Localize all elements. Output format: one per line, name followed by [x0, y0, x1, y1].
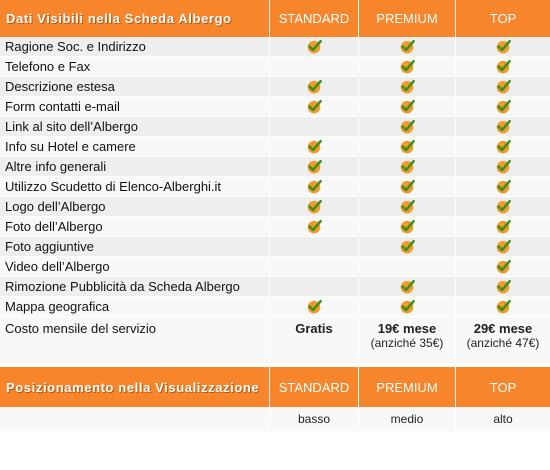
- col-premium: PREMIUM: [358, 0, 455, 37]
- feature-top-cell: [455, 237, 550, 257]
- price-top-note: (anziché 47€): [466, 336, 540, 350]
- check-icon: [495, 238, 511, 255]
- feature-row: [0, 37, 550, 57]
- positioning-table: [0, 367, 550, 431]
- feature-row: [0, 297, 550, 317]
- check-icon: [399, 38, 415, 55]
- feature-row: [0, 137, 550, 157]
- check-icon: [495, 198, 511, 215]
- check-icon: [399, 158, 415, 175]
- pos-value-top: alto: [455, 407, 550, 431]
- check-icon: [306, 218, 322, 235]
- positioning-title: Posizionamento nella Visualizzazione: [0, 367, 269, 407]
- feature-standard-cell: [269, 37, 358, 57]
- check-icon: [495, 178, 511, 195]
- feature-label: Mappa geografica: [0, 297, 269, 317]
- feature-label: Video dell’Albergo: [0, 257, 269, 277]
- check-icon: [399, 198, 415, 215]
- check-icon: [399, 78, 415, 95]
- feature-label: Form contatti e-mail: [0, 97, 269, 117]
- feature-label: Rimozione Pubblicità da Scheda Albergo: [0, 277, 269, 297]
- check-icon: [495, 118, 511, 135]
- feature-premium-cell: [358, 77, 455, 97]
- price-row: [0, 317, 550, 363]
- feature-standard-cell: [269, 277, 358, 297]
- feature-premium-cell: [358, 57, 455, 77]
- check-icon: [399, 138, 415, 155]
- pos-col-standard: STANDARD: [269, 367, 358, 407]
- feature-standard-cell: [269, 97, 358, 117]
- pos-col-top: TOP: [455, 367, 550, 407]
- check-icon: [306, 298, 322, 315]
- feature-label: Ragione Soc. e Indirizzo: [0, 37, 269, 57]
- pos-value-premium: medio: [358, 407, 455, 431]
- feature-row: [0, 157, 550, 177]
- feature-row: [0, 57, 550, 77]
- price-standard-main: Gratis: [295, 321, 333, 336]
- check-icon: [495, 98, 511, 115]
- feature-top-cell: [455, 77, 550, 97]
- check-icon: [495, 78, 511, 95]
- check-icon: [495, 278, 511, 295]
- positioning-header: [0, 367, 550, 407]
- check-icon: [495, 58, 511, 75]
- feature-standard-cell: [269, 177, 358, 197]
- feature-row: [0, 197, 550, 217]
- check-icon: [399, 298, 415, 315]
- feature-premium-cell: [358, 297, 455, 317]
- check-icon: [306, 198, 322, 215]
- feature-top-cell: [455, 117, 550, 137]
- check-icon: [495, 258, 511, 275]
- check-icon: [399, 118, 415, 135]
- feature-top-cell: [455, 157, 550, 177]
- feature-standard-cell: [269, 137, 358, 157]
- feature-standard-cell: [269, 197, 358, 217]
- check-icon: [306, 138, 322, 155]
- feature-row: [0, 237, 550, 257]
- feature-premium-cell: [358, 177, 455, 197]
- feature-row: [0, 257, 550, 277]
- feature-label: Descrizione estesa: [0, 77, 269, 97]
- feature-premium-cell: [358, 257, 455, 277]
- check-icon: [306, 78, 322, 95]
- check-icon: [306, 38, 322, 55]
- check-icon: [495, 158, 511, 175]
- check-icon: [399, 278, 415, 295]
- positioning-label-cell: [0, 407, 269, 431]
- feature-standard-cell: [269, 217, 358, 237]
- feature-premium-cell: [358, 97, 455, 117]
- feature-top-cell: [455, 37, 550, 57]
- feature-standard-cell: [269, 237, 358, 257]
- price-top-main: 29€ mese: [473, 321, 533, 336]
- col-standard: STANDARD: [269, 0, 358, 37]
- feature-label: Foto aggiuntive: [0, 237, 269, 257]
- feature-premium-cell: [358, 217, 455, 237]
- check-icon: [306, 178, 322, 195]
- feature-premium-cell: [358, 117, 455, 137]
- feature-row: [0, 277, 550, 297]
- feature-top-cell: [455, 177, 550, 197]
- feature-label: Utilizzo Scudetto di Elenco-Alberghi.it: [0, 177, 269, 197]
- feature-premium-cell: [358, 157, 455, 177]
- feature-label: Logo dell’Albergo: [0, 197, 269, 217]
- feature-premium-cell: [358, 277, 455, 297]
- feature-premium-cell: [358, 197, 455, 217]
- feature-top-cell: [455, 197, 550, 217]
- feature-top-cell: [455, 257, 550, 277]
- feature-top-cell: [455, 297, 550, 317]
- pos-value-standard: basso: [269, 407, 358, 431]
- check-icon: [306, 158, 322, 175]
- features-header: [0, 0, 550, 37]
- price-premium-main: 19€ mese: [377, 321, 437, 336]
- check-icon: [399, 238, 415, 255]
- feature-top-cell: [455, 97, 550, 117]
- feature-label: Link al sito dell’Albergo: [0, 117, 269, 137]
- price-premium: [358, 317, 455, 363]
- price-label: Costo mensile del servizio: [0, 317, 269, 363]
- check-icon: [399, 98, 415, 115]
- check-icon: [495, 218, 511, 235]
- check-icon: [399, 178, 415, 195]
- feature-row: [0, 97, 550, 117]
- feature-row: [0, 177, 550, 197]
- feature-top-cell: [455, 137, 550, 157]
- feature-label: Altre info generali: [0, 157, 269, 177]
- feature-row: [0, 217, 550, 237]
- price-standard: [269, 317, 358, 363]
- check-icon: [306, 98, 322, 115]
- features-title: Dati Visibili nella Scheda Albergo: [0, 0, 269, 37]
- feature-top-cell: [455, 217, 550, 237]
- check-icon: [495, 38, 511, 55]
- feature-top-cell: [455, 277, 550, 297]
- feature-standard-cell: [269, 297, 358, 317]
- check-icon: [495, 298, 511, 315]
- price-top: [455, 317, 550, 363]
- feature-standard-cell: [269, 77, 358, 97]
- feature-premium-cell: [358, 237, 455, 257]
- check-icon: [399, 58, 415, 75]
- price-premium-note: (anziché 35€): [370, 336, 444, 350]
- check-icon: [495, 138, 511, 155]
- feature-standard-cell: [269, 257, 358, 277]
- feature-label: Foto dell’Albergo: [0, 217, 269, 237]
- feature-premium-cell: [358, 137, 455, 157]
- feature-label: Info su Hotel e camere: [0, 137, 269, 157]
- check-icon: [399, 218, 415, 235]
- pos-col-premium: PREMIUM: [358, 367, 455, 407]
- feature-premium-cell: [358, 37, 455, 57]
- feature-standard-cell: [269, 157, 358, 177]
- col-top: TOP: [455, 0, 550, 37]
- feature-label: Telefono e Fax: [0, 57, 269, 77]
- feature-row: [0, 117, 550, 137]
- feature-top-cell: [455, 57, 550, 77]
- positioning-row: [0, 407, 550, 431]
- feature-row: [0, 77, 550, 97]
- feature-standard-cell: [269, 117, 358, 137]
- feature-standard-cell: [269, 57, 358, 77]
